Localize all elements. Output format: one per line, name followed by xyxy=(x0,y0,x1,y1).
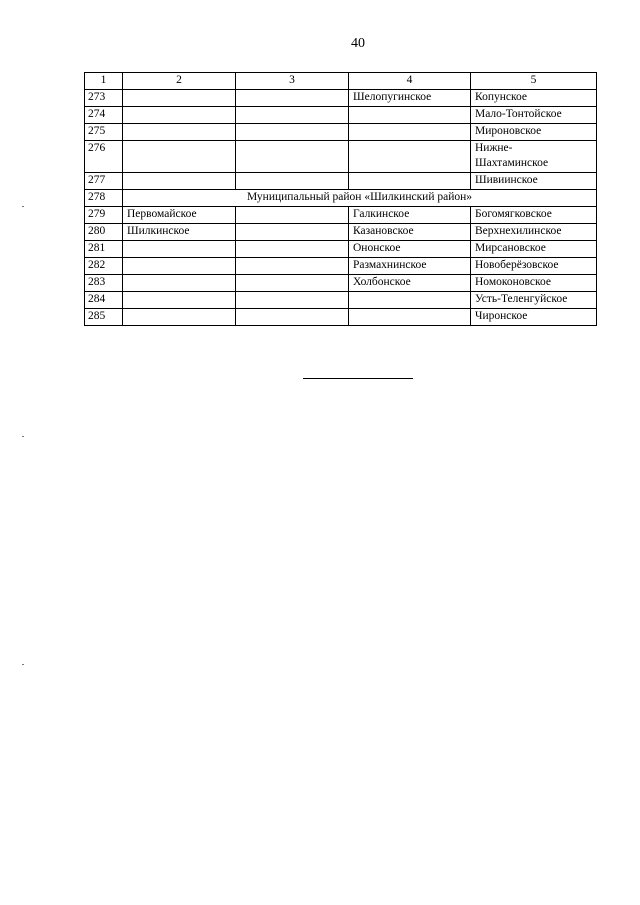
header-cell: 4 xyxy=(349,73,471,90)
cell xyxy=(123,107,236,124)
district-heading: Муниципальный район «Шилкинский район» xyxy=(123,190,597,207)
cell xyxy=(349,309,471,326)
cell xyxy=(349,173,471,190)
page-number: 40 xyxy=(351,36,365,51)
cell: Новоберёзовское xyxy=(471,258,597,275)
cell xyxy=(236,90,349,107)
header-cell: 2 xyxy=(123,73,236,90)
header-cell: 3 xyxy=(236,73,349,90)
cell: Нижне- Шахтаминское xyxy=(471,141,597,173)
cell xyxy=(123,309,236,326)
row-number: 274 xyxy=(85,107,123,124)
margin-mark xyxy=(22,206,24,207)
cell: Шилкинское xyxy=(123,224,236,241)
row-number: 285 xyxy=(85,309,123,326)
row-number: 284 xyxy=(85,292,123,309)
table-row xyxy=(85,107,597,124)
header-cell: 5 xyxy=(471,73,597,90)
cell: Мироновское xyxy=(471,124,597,141)
cell: Мало-Тонтойское xyxy=(471,107,597,124)
cell: Холбонское xyxy=(349,275,471,292)
cell: Размахнинское xyxy=(349,258,471,275)
end-separator-line xyxy=(303,378,413,379)
cell xyxy=(123,292,236,309)
row-number: 273 xyxy=(85,90,123,107)
header-cell: 1 xyxy=(85,73,123,90)
district-row xyxy=(85,190,597,207)
table-row xyxy=(85,292,597,309)
table-row xyxy=(85,124,597,141)
margin-mark xyxy=(22,664,24,665)
cell xyxy=(236,173,349,190)
row-number: 281 xyxy=(85,241,123,258)
cell xyxy=(236,124,349,141)
row-number: 279 xyxy=(85,207,123,224)
row-number: 282 xyxy=(85,258,123,275)
cell xyxy=(123,258,236,275)
cell: Копунское xyxy=(471,90,597,107)
table-row xyxy=(85,241,597,258)
settlements-table xyxy=(84,72,597,326)
cell: Казановское xyxy=(349,224,471,241)
cell: Галкинское xyxy=(349,207,471,224)
cell xyxy=(236,309,349,326)
cell: Чиронское xyxy=(471,309,597,326)
table-header-row xyxy=(85,73,597,90)
cell xyxy=(236,275,349,292)
cell: Мирсановское xyxy=(471,241,597,258)
cell: Первомайское xyxy=(123,207,236,224)
table-row xyxy=(85,173,597,190)
cell xyxy=(349,141,471,173)
cell xyxy=(236,141,349,173)
cell xyxy=(123,173,236,190)
cell xyxy=(349,292,471,309)
table-row xyxy=(85,224,597,241)
cell xyxy=(236,107,349,124)
table-row xyxy=(85,275,597,292)
margin-mark xyxy=(22,436,24,437)
cell xyxy=(349,124,471,141)
cell xyxy=(236,292,349,309)
row-number: 276 xyxy=(85,141,123,173)
cell xyxy=(236,258,349,275)
table-row xyxy=(85,90,597,107)
row-number: 283 xyxy=(85,275,123,292)
cell xyxy=(123,241,236,258)
cell: Усть-Теленгуйское xyxy=(471,292,597,309)
cell xyxy=(236,224,349,241)
table-row xyxy=(85,207,597,224)
row-number: 277 xyxy=(85,173,123,190)
row-number: 280 xyxy=(85,224,123,241)
cell: Ононское xyxy=(349,241,471,258)
cell: Верхнехилинское xyxy=(471,224,597,241)
cell: Шелопугинское xyxy=(349,90,471,107)
cell xyxy=(123,275,236,292)
cell xyxy=(236,241,349,258)
row-number: 275 xyxy=(85,124,123,141)
cell: Номоконовское xyxy=(471,275,597,292)
table-row xyxy=(85,258,597,275)
table-row xyxy=(85,141,597,173)
cell: Богомягковское xyxy=(471,207,597,224)
cell xyxy=(349,107,471,124)
cell xyxy=(123,124,236,141)
cell: Шивиинское xyxy=(471,173,597,190)
table-row xyxy=(85,309,597,326)
cell xyxy=(123,141,236,173)
cell xyxy=(123,90,236,107)
row-number: 278 xyxy=(85,190,123,207)
cell xyxy=(236,207,349,224)
